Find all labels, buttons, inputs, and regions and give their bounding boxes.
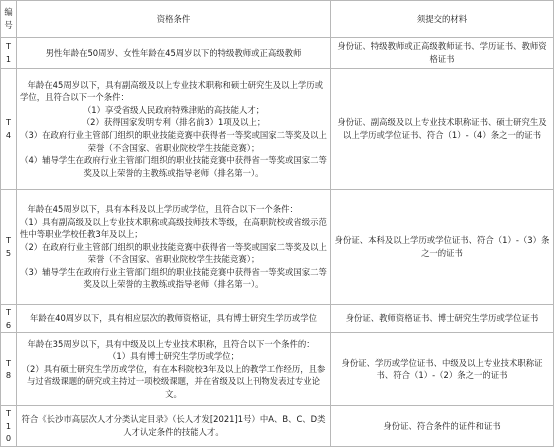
header-materials: 须提交的材料 bbox=[331, 1, 554, 38]
row-materials: 身份证、符合条件的证件和证书 bbox=[331, 406, 554, 447]
condition-line: 年龄在35周岁以下，具有中级及以上专业技术职称，且符合以下一个条件的： bbox=[27, 338, 315, 349]
condition-line: 年龄在45周岁以下，具有副高级及以上专业技术职称和硕士研究生及以上学历或学位，且符合以下一个条件： bbox=[20, 79, 323, 103]
table-row bbox=[1, 333, 554, 406]
row-id: T6 bbox=[1, 305, 17, 333]
header-conditions: 资格条件 bbox=[17, 1, 331, 38]
condition-line: （3）在政府行业主管部门组织的职业技能竞赛中获得者一等奖或国家二等奖及以上荣誉（不含国家、省职业院校学生技能竞赛）； bbox=[20, 130, 327, 153]
row-materials: 身份证、学历或学位证书、中级及以上专业技术职称证书、符合（1）-（2）条之一的证书 bbox=[331, 333, 554, 406]
row-id: T1 bbox=[1, 38, 17, 69]
table-row bbox=[1, 406, 554, 447]
row-conditions bbox=[17, 333, 331, 406]
condition-line: 男性年龄在50周岁、女性年龄在45周岁以下的特级教师或正高级教师 bbox=[45, 47, 302, 58]
row-materials: 身份证、特级教师或正高级教师证书、学历证书、教师资格证书 bbox=[331, 38, 554, 69]
header-id: 编号 bbox=[1, 1, 17, 38]
row-materials: 身份证、本科及以上学历或学位证书、符合（1）-（3）条之一的证书 bbox=[331, 190, 554, 305]
row-materials: 身份证、副高级及以上专业技术职称证书、硕士研究生及以上学历或学位证书、符合（1）-（4）条之一的证书 bbox=[331, 69, 554, 190]
condition-line: （2）获得国家发明专利（排名前3）1项及以上； bbox=[81, 117, 266, 128]
row-id: T8 bbox=[1, 333, 17, 406]
table-row bbox=[1, 305, 554, 333]
table-row bbox=[1, 69, 554, 190]
condition-line: （2）具有硕士研究生学历或学位，有在本科院校3年及以上的教学工作经历，且参与过省级课题的研究或主持过一项校级课题，并在省级及以上刊物发表过专业论文。 bbox=[21, 363, 326, 400]
condition-line: （1）享受省级人民政府特殊津贴的高技能人才； bbox=[82, 104, 265, 115]
row-id: T10 bbox=[1, 406, 17, 447]
condition-line: （2）在政府行业主管部门组织的职业技能竞赛中获得省一等奖或国家二等奖及以上荣誉（不含国家、省职业院校学生技能竞赛）； bbox=[20, 241, 327, 265]
row-id: T4 bbox=[1, 69, 17, 190]
row-conditions bbox=[17, 69, 331, 190]
table-row bbox=[1, 190, 554, 305]
condition-line: （3）辅导学生在政府行业主管部门组织的职业技能竞赛中获得省一等奖或国家二等奖及以上荣誉的主教练或指导老师（排名第一）。 bbox=[20, 266, 327, 290]
condition-line: 年龄在40周岁以下，具有相应层次的教师资格证，具有博士研究生学历或学位 bbox=[29, 313, 318, 324]
table-row bbox=[1, 38, 554, 69]
row-conditions bbox=[17, 190, 331, 305]
row-conditions bbox=[17, 406, 331, 447]
condition-line: 符合《长沙市高层次人才分类认定目录》（长人才发[2021]1号）中A、B、C、D类人才认定条件的技能人才。 bbox=[21, 414, 326, 438]
condition-line: （1）具有博士研究生学历或学位； bbox=[108, 351, 239, 362]
condition-line: （1）具有副高级及以上专业技术职称或高级技师技术等级，在高职院校或省级示范性中等职业学校任教3年及以上； bbox=[20, 216, 327, 240]
table-header-row bbox=[1, 1, 554, 38]
condition-line: 年龄在45周岁以下，具有本科及以上学历或学位，且符合以下一个条件： bbox=[27, 203, 298, 214]
row-materials: 身份证、教师资格证书、博士研究生学历或学位证书 bbox=[331, 305, 554, 333]
condition-line: （4）辅导学生在政府行业主管部门组织的职业技能竞赛中获得省一等奖或国家二等奖及以上荣誉的主教练或指导老师（排名第一）。 bbox=[20, 155, 327, 178]
row-conditions bbox=[17, 38, 331, 69]
row-conditions bbox=[17, 305, 331, 333]
row-id: T5 bbox=[1, 190, 17, 305]
